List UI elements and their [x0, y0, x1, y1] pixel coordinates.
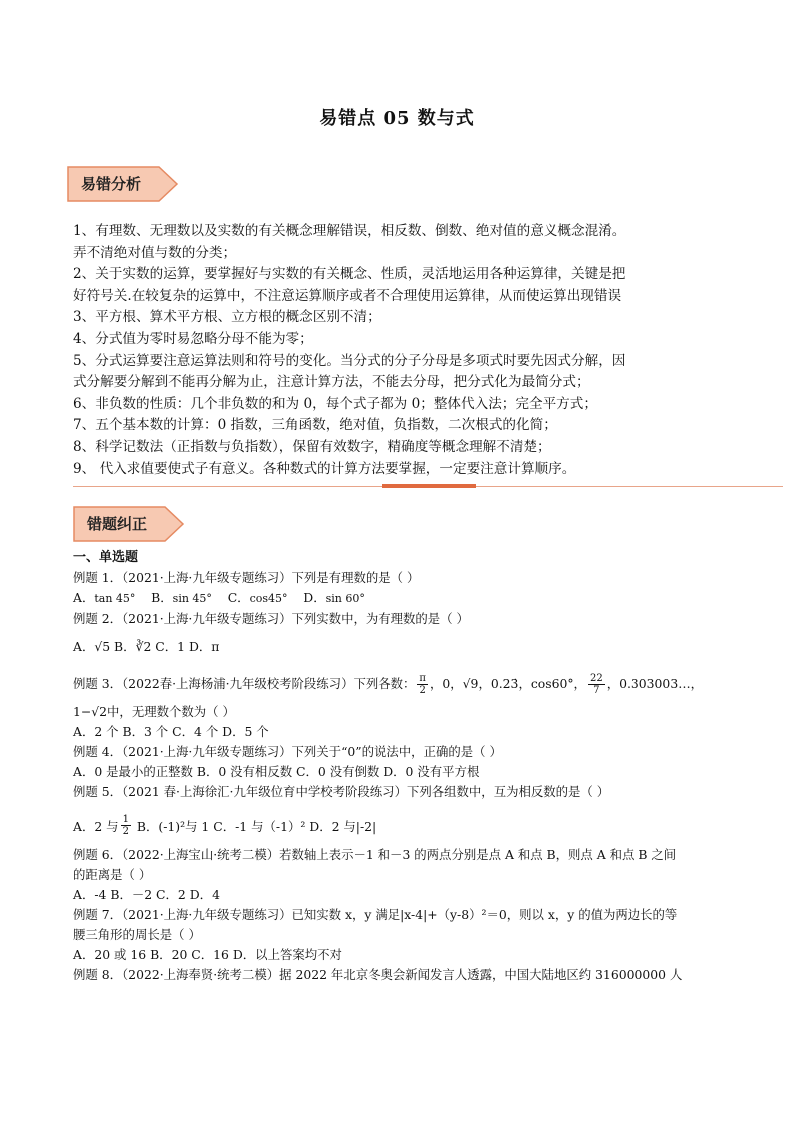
question-1-stem: 例题 1．（2021·上海·九年级专题练习）下列是有理数的是（ ）: [73, 570, 420, 585]
question-6-stem: 例题 6．（2022·上海宝山·统考二模）若数轴上表示－1 和－3 的两点分别是点 A 和点 B，则点 A 和点 B 之间: [73, 847, 677, 862]
question-8-stem: 例题 8．（2022·上海奉贤·统考二模）据 2022 年北京冬奥会新闻发言人透露，中国大陆地区约 316000000 人: [73, 967, 683, 982]
question-5-stem: 例题 5．（2021 春·上海徐汇·九年级位育中学校考阶段练习）下列各组数中，互为相反数的是（ ）: [73, 784, 610, 799]
analysis-line: 2、关于实数的运算，要掌握好与实数的有关概念、性质，灵活地运用各种运算律，关键是把: [73, 266, 626, 283]
question-7-options: A．20 或 16 B．20 C．16 D．以上答案均不对: [73, 947, 342, 962]
section-badge-correction: 错题纠正: [73, 506, 185, 542]
question-7-stem-cont: 腰三角形的周长是（ ）: [73, 927, 201, 942]
analysis-line: 7、五个基本数的计算：0 指数，三角函数，绝对值，负指数，二次根式的化简；: [73, 417, 557, 434]
question-2-stem: 例题 2．（2021·上海·九年级专题练习）下列实数中，为有理数的是（ ）: [73, 611, 469, 626]
page-title: 易错点 05 数与式: [319, 108, 475, 129]
analysis-line: 9、 代入求值要使式子有意义。各种数式的计算方法要掌握，一定要注意计算顺序。: [73, 460, 576, 477]
question-3-options: A．2 个 B．3 个 C．4 个 D．5 个: [73, 724, 269, 739]
fraction-1-over-2: $\frac{1}{2}$: [122, 814, 129, 837]
question-7-stem: 例题 7．（2021·上海·九年级专题练习）已知实数 x，y 满足|x-4|+（y-8）²＝0，则以 x，y 的值为两边长的等: [73, 907, 678, 922]
analysis-line: 好符号关.在较复杂的运算中，不注意运算顺序或者不合理使用运算律，从而使运算出现错误: [73, 287, 622, 304]
question-3-stem-cont: 1−√2中，无理数个数为（ ）: [73, 704, 235, 719]
question-3-stem: 例题 3．（2022春·上海杨浦·九年级校考阶段练习）下列各数： $\frac{\pi}{2}$ ，0，√9，0.23̇，cos60°， $\frac{22}{7}$ ，0.303003…，: [73, 673, 703, 696]
fraction-22-over-7: $\frac{22}{7}$: [589, 673, 603, 696]
fraction-pi-over-2: $\frac{\pi}{2}$: [419, 673, 426, 696]
analysis-line: 3、平方根、算术平方根、立方根的概念区别不清；: [73, 309, 381, 326]
question-6-stem-cont: 的距离是（ ）: [73, 867, 152, 882]
analysis-line: 式分解要分解到不能再分解为止，注意计算方法，不能去分母，把分式化为最简分式；: [73, 374, 590, 391]
section-badge-analysis: 易错分析: [67, 166, 179, 202]
analysis-line: 8、科学记数法（正指数与负指数），保留有效数字，精确度等概念理解不清楚；: [73, 438, 551, 455]
section-divider-accent: [382, 484, 476, 488]
question-4-stem: 例题 4．（2021·上海·九年级专题练习）下列关于“0”的说法中，正确的是（ ）: [73, 744, 502, 759]
question-4-options: A．0 是最小的正整数 B．0 没有相反数 C．0 没有倒数 D．0 没有平方根: [73, 764, 480, 779]
question-6-options: A．-4 B．－2 C．2 D．4: [73, 887, 220, 902]
analysis-line: 1、有理数、无理数以及实数的有关概念理解错误，相反数、倒数、绝对值的意义概念混淆。: [73, 223, 626, 239]
question-5-options: A．2 与 $\frac{1}{2}$ B．(-1)²与 1 C．-1 与（-1）² D．2 与|-2|: [73, 814, 377, 837]
question-2-options: A．√5 B．∛2 C．1 D．π: [73, 639, 220, 654]
questions: [73, 548, 773, 985]
section-heading: 一、单选题: [73, 550, 139, 565]
analysis-line: 4、分式值为零时易忽略分母不能为零；: [73, 330, 313, 347]
analysis-line: 弄不清绝对值与数的分类；: [73, 244, 237, 261]
question-1-options: A．tan 45° B．sin 45° C．cos45° D．sin 60°: [73, 590, 365, 605]
analysis-list: [73, 221, 733, 480]
analysis-line: 5、分式运算要注意运算法则和符号的变化。当分式的分子分母是多项式时要先因式分解，因: [73, 352, 626, 369]
analysis-line: 6、非负数的性质：几个非负数的和为 0，每个式子都为 0；整体代入法；完全平方式；: [73, 395, 597, 412]
